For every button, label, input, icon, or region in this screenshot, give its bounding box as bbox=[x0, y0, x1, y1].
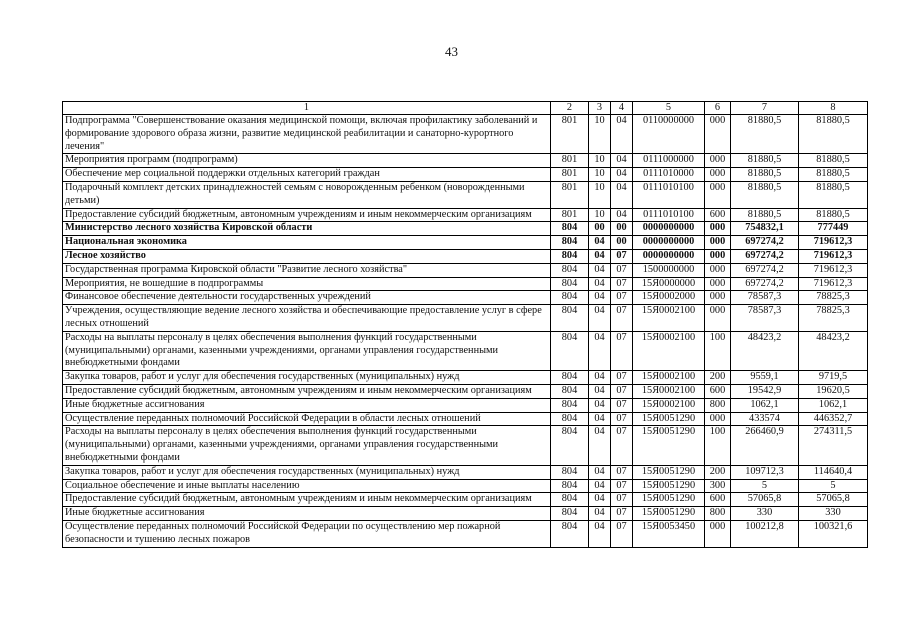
cell-admin-code: 804 bbox=[551, 291, 589, 305]
cell-admin-code: 804 bbox=[551, 479, 589, 493]
cell-subsection: 07 bbox=[611, 277, 633, 291]
cell-admin-code: 804 bbox=[551, 371, 589, 385]
cell-name: Государственная программа Кировской области "Развитие лесного хозяйства" bbox=[63, 263, 551, 277]
cell-expense-type: 100 bbox=[705, 426, 731, 465]
cell-name: Подарочный комплект детских принадлежностей семьям с новорожденным ребенком (новорожденными детьми) bbox=[63, 181, 551, 208]
cell-admin-code: 804 bbox=[551, 331, 589, 370]
header-col-6: 6 bbox=[705, 102, 731, 115]
table-row bbox=[63, 168, 868, 182]
cell-section: 04 bbox=[589, 507, 611, 521]
table-row bbox=[63, 236, 868, 250]
cell-amount-year2: 78825,3 bbox=[799, 305, 868, 332]
table-row bbox=[63, 507, 868, 521]
cell-subsection: 07 bbox=[611, 291, 633, 305]
cell-name: Подпрограмма "Совершенствование оказания медицинской помощи, включая профилактику заболеваний и формирование здорового образа жизни, развитие медицинской реабилитации и санаторно-курортного лечения" bbox=[63, 115, 551, 154]
cell-name: Лесное хозяйство bbox=[63, 249, 551, 263]
cell-subsection: 07 bbox=[611, 520, 633, 547]
cell-amount-year1: 697274,2 bbox=[731, 249, 799, 263]
cell-name: Мероприятия, не вошедшие в подпрограммы bbox=[63, 277, 551, 291]
cell-target-article: 15Я0051290 bbox=[633, 465, 705, 479]
cell-target-article: 0111010100 bbox=[633, 181, 705, 208]
table-row bbox=[63, 331, 868, 370]
table-row bbox=[63, 181, 868, 208]
cell-admin-code: 804 bbox=[551, 412, 589, 426]
cell-amount-year2: 9719,5 bbox=[799, 371, 868, 385]
cell-amount-year2: 78825,3 bbox=[799, 291, 868, 305]
cell-amount-year1: 81880,5 bbox=[731, 208, 799, 222]
cell-expense-type: 100 bbox=[705, 331, 731, 370]
cell-admin-code: 804 bbox=[551, 465, 589, 479]
cell-amount-year1: 48423,2 bbox=[731, 331, 799, 370]
header-col-2: 2 bbox=[551, 102, 589, 115]
cell-expense-type: 000 bbox=[705, 412, 731, 426]
cell-admin-code: 804 bbox=[551, 263, 589, 277]
cell-admin-code: 804 bbox=[551, 493, 589, 507]
cell-amount-year1: 100212,8 bbox=[731, 520, 799, 547]
cell-amount-year1: 1062,1 bbox=[731, 398, 799, 412]
header-col-7: 7 bbox=[731, 102, 799, 115]
cell-amount-year2: 81880,5 bbox=[799, 181, 868, 208]
cell-amount-year2: 57065,8 bbox=[799, 493, 868, 507]
cell-subsection: 04 bbox=[611, 154, 633, 168]
cell-subsection: 07 bbox=[611, 412, 633, 426]
table-row bbox=[63, 249, 868, 263]
cell-expense-type: 800 bbox=[705, 507, 731, 521]
header-col-1: 1 bbox=[63, 102, 551, 115]
page-number: 43 bbox=[445, 44, 458, 59]
cell-amount-year1: 78587,3 bbox=[731, 291, 799, 305]
table-row bbox=[63, 305, 868, 332]
cell-expense-type: 600 bbox=[705, 384, 731, 398]
cell-name: Мероприятия программ (подпрограмм) bbox=[63, 154, 551, 168]
cell-section: 04 bbox=[589, 305, 611, 332]
cell-name: Закупка товаров, работ и услуг для обеспечения государственных (муниципальных) нужд bbox=[63, 371, 551, 385]
cell-target-article: 0111010100 bbox=[633, 208, 705, 222]
cell-expense-type: 000 bbox=[705, 277, 731, 291]
table-row bbox=[63, 493, 868, 507]
cell-subsection: 04 bbox=[611, 181, 633, 208]
table-row bbox=[63, 398, 868, 412]
cell-name: Министерство лесного хозяйства Кировской области bbox=[63, 222, 551, 236]
cell-amount-year2: 1062,1 bbox=[799, 398, 868, 412]
table-row bbox=[63, 222, 868, 236]
cell-amount-year1: 81880,5 bbox=[731, 115, 799, 154]
cell-section: 04 bbox=[589, 426, 611, 465]
cell-name: Обеспечение мер социальной поддержки отдельных категорий граждан bbox=[63, 168, 551, 182]
cell-name: Социальное обеспечение и иные выплаты населению bbox=[63, 479, 551, 493]
cell-target-article: 15Я0002100 bbox=[633, 398, 705, 412]
cell-name: Расходы на выплаты персоналу в целях обеспечения выполнения функций государственными (муниципальными) органами, казенными учреждениями, органами управления государственными внебюджетными фондами bbox=[63, 331, 551, 370]
table-row bbox=[63, 384, 868, 398]
cell-admin-code: 801 bbox=[551, 154, 589, 168]
cell-amount-year1: 57065,8 bbox=[731, 493, 799, 507]
cell-section: 04 bbox=[589, 371, 611, 385]
cell-subsection: 04 bbox=[611, 168, 633, 182]
cell-amount-year2: 719612,3 bbox=[799, 236, 868, 250]
cell-admin-code: 801 bbox=[551, 168, 589, 182]
cell-subsection: 00 bbox=[611, 236, 633, 250]
cell-target-article: 15Я0051290 bbox=[633, 426, 705, 465]
cell-name: Закупка товаров, работ и услуг для обеспечения государственных (муниципальных) нужд bbox=[63, 465, 551, 479]
header-col-8: 8 bbox=[799, 102, 868, 115]
cell-section: 10 bbox=[589, 168, 611, 182]
cell-amount-year2: 330 bbox=[799, 507, 868, 521]
cell-section: 04 bbox=[589, 384, 611, 398]
table-row bbox=[63, 520, 868, 547]
cell-subsection: 07 bbox=[611, 507, 633, 521]
cell-subsection: 07 bbox=[611, 465, 633, 479]
cell-amount-year2: 81880,5 bbox=[799, 208, 868, 222]
cell-section: 04 bbox=[589, 465, 611, 479]
cell-amount-year1: 109712,3 bbox=[731, 465, 799, 479]
cell-target-article: 0000000000 bbox=[633, 249, 705, 263]
cell-subsection: 07 bbox=[611, 371, 633, 385]
table-row bbox=[63, 154, 868, 168]
cell-admin-code: 804 bbox=[551, 222, 589, 236]
header-col-5: 5 bbox=[633, 102, 705, 115]
cell-expense-type: 000 bbox=[705, 263, 731, 277]
cell-admin-code: 804 bbox=[551, 384, 589, 398]
cell-section: 10 bbox=[589, 154, 611, 168]
cell-admin-code: 804 bbox=[551, 277, 589, 291]
cell-subsection: 07 bbox=[611, 249, 633, 263]
cell-admin-code: 801 bbox=[551, 181, 589, 208]
cell-amount-year2: 19620,5 bbox=[799, 384, 868, 398]
budget-table bbox=[62, 101, 868, 548]
cell-admin-code: 801 bbox=[551, 208, 589, 222]
cell-subsection: 04 bbox=[611, 208, 633, 222]
cell-amount-year2: 100321,6 bbox=[799, 520, 868, 547]
cell-amount-year1: 697274,2 bbox=[731, 236, 799, 250]
cell-target-article: 0111010000 bbox=[633, 168, 705, 182]
cell-expense-type: 600 bbox=[705, 493, 731, 507]
cell-expense-type: 000 bbox=[705, 168, 731, 182]
cell-section: 04 bbox=[589, 331, 611, 370]
cell-amount-year2: 81880,5 bbox=[799, 154, 868, 168]
cell-name: Предоставление субсидий бюджетным, автономным учреждениям и иным некоммерческим организациям bbox=[63, 384, 551, 398]
cell-section: 04 bbox=[589, 277, 611, 291]
cell-target-article: 15Я0000000 bbox=[633, 277, 705, 291]
cell-section: 10 bbox=[589, 181, 611, 208]
cell-name: Осуществление переданных полномочий Российской Федерации по осуществлению мер пожарной безопасности и тушению лесных пожаров bbox=[63, 520, 551, 547]
cell-expense-type: 000 bbox=[705, 520, 731, 547]
cell-expense-type: 800 bbox=[705, 398, 731, 412]
cell-expense-type: 200 bbox=[705, 465, 731, 479]
cell-amount-year1: 81880,5 bbox=[731, 181, 799, 208]
cell-amount-year2: 48423,2 bbox=[799, 331, 868, 370]
header-col-4: 4 bbox=[611, 102, 633, 115]
cell-admin-code: 804 bbox=[551, 507, 589, 521]
cell-target-article: 15Я0002100 bbox=[633, 305, 705, 332]
cell-section: 10 bbox=[589, 115, 611, 154]
cell-target-article: 0000000000 bbox=[633, 222, 705, 236]
cell-amount-year2: 5 bbox=[799, 479, 868, 493]
cell-amount-year1: 78587,3 bbox=[731, 305, 799, 332]
table-row bbox=[63, 426, 868, 465]
cell-amount-year1: 433574 bbox=[731, 412, 799, 426]
cell-section: 04 bbox=[589, 291, 611, 305]
cell-amount-year2: 81880,5 bbox=[799, 115, 868, 154]
cell-subsection: 07 bbox=[611, 493, 633, 507]
cell-expense-type: 000 bbox=[705, 181, 731, 208]
cell-amount-year2: 719612,3 bbox=[799, 263, 868, 277]
table-row bbox=[63, 371, 868, 385]
cell-admin-code: 804 bbox=[551, 426, 589, 465]
cell-section: 04 bbox=[589, 412, 611, 426]
cell-admin-code: 804 bbox=[551, 305, 589, 332]
cell-section: 04 bbox=[589, 520, 611, 547]
cell-section: 04 bbox=[589, 263, 611, 277]
cell-amount-year1: 81880,5 bbox=[731, 168, 799, 182]
cell-amount-year1: 697274,2 bbox=[731, 263, 799, 277]
cell-admin-code: 804 bbox=[551, 520, 589, 547]
cell-target-article: 15Я0053450 bbox=[633, 520, 705, 547]
cell-section: 00 bbox=[589, 222, 611, 236]
cell-expense-type: 200 bbox=[705, 371, 731, 385]
cell-subsection: 07 bbox=[611, 263, 633, 277]
header-col-3: 3 bbox=[589, 102, 611, 115]
cell-amount-year2: 274311,5 bbox=[799, 426, 868, 465]
cell-amount-year2: 114640,4 bbox=[799, 465, 868, 479]
table-row bbox=[63, 277, 868, 291]
cell-amount-year2: 446352,7 bbox=[799, 412, 868, 426]
cell-target-article: 15Я0002100 bbox=[633, 331, 705, 370]
cell-name: Предоставление субсидий бюджетным, автономным учреждениям и иным некоммерческим организациям bbox=[63, 493, 551, 507]
cell-subsection: 04 bbox=[611, 115, 633, 154]
cell-amount-year2: 81880,5 bbox=[799, 168, 868, 182]
cell-subsection: 07 bbox=[611, 426, 633, 465]
cell-expense-type: 000 bbox=[705, 154, 731, 168]
table-header-row bbox=[63, 102, 868, 115]
cell-amount-year1: 19542,9 bbox=[731, 384, 799, 398]
cell-subsection: 07 bbox=[611, 398, 633, 412]
cell-section: 04 bbox=[589, 249, 611, 263]
cell-amount-year1: 697274,2 bbox=[731, 277, 799, 291]
cell-name: Национальная экономика bbox=[63, 236, 551, 250]
cell-subsection: 07 bbox=[611, 384, 633, 398]
cell-name: Предоставление субсидий бюджетным, автономным учреждениям и иным некоммерческим организациям bbox=[63, 208, 551, 222]
cell-target-article: 1500000000 bbox=[633, 263, 705, 277]
cell-admin-code: 804 bbox=[551, 398, 589, 412]
cell-name: Иные бюджетные ассигнования bbox=[63, 398, 551, 412]
cell-expense-type: 000 bbox=[705, 291, 731, 305]
cell-admin-code: 801 bbox=[551, 115, 589, 154]
cell-amount-year1: 330 bbox=[731, 507, 799, 521]
cell-target-article: 15Я0051290 bbox=[633, 493, 705, 507]
cell-admin-code: 804 bbox=[551, 249, 589, 263]
cell-name: Учреждения, осуществляющие ведение лесного хозяйства и обеспечивающие предоставление услуг в сфере лесных отношений bbox=[63, 305, 551, 332]
cell-target-article: 15Я0051290 bbox=[633, 479, 705, 493]
table-row bbox=[63, 412, 868, 426]
cell-expense-type: 000 bbox=[705, 305, 731, 332]
cell-subsection: 07 bbox=[611, 305, 633, 332]
cell-target-article: 15Я0002100 bbox=[633, 384, 705, 398]
cell-expense-type: 000 bbox=[705, 222, 731, 236]
cell-expense-type: 000 bbox=[705, 249, 731, 263]
cell-admin-code: 804 bbox=[551, 236, 589, 250]
cell-target-article: 15Я0051290 bbox=[633, 507, 705, 521]
cell-name: Расходы на выплаты персоналу в целях обеспечения выполнения функций государственными (муниципальными) органами, казенными учреждениями, органами управления государственными внебюджетными фондами bbox=[63, 426, 551, 465]
table-row bbox=[63, 115, 868, 154]
cell-amount-year1: 266460,9 bbox=[731, 426, 799, 465]
cell-section: 10 bbox=[589, 208, 611, 222]
cell-amount-year2: 719612,3 bbox=[799, 277, 868, 291]
cell-expense-type: 300 bbox=[705, 479, 731, 493]
cell-section: 04 bbox=[589, 398, 611, 412]
cell-section: 04 bbox=[589, 236, 611, 250]
cell-name: Иные бюджетные ассигнования bbox=[63, 507, 551, 521]
cell-amount-year1: 9559,1 bbox=[731, 371, 799, 385]
cell-amount-year1: 81880,5 bbox=[731, 154, 799, 168]
cell-target-article: 0000000000 bbox=[633, 236, 705, 250]
cell-amount-year2: 777449 bbox=[799, 222, 868, 236]
cell-target-article: 15Я0002000 bbox=[633, 291, 705, 305]
cell-target-article: 15Я0051290 bbox=[633, 412, 705, 426]
cell-amount-year1: 5 bbox=[731, 479, 799, 493]
cell-expense-type: 000 bbox=[705, 115, 731, 154]
table-row bbox=[63, 465, 868, 479]
table-row bbox=[63, 208, 868, 222]
cell-target-article: 15Я0002100 bbox=[633, 371, 705, 385]
cell-expense-type: 600 bbox=[705, 208, 731, 222]
cell-target-article: 0111000000 bbox=[633, 154, 705, 168]
cell-target-article: 0110000000 bbox=[633, 115, 705, 154]
cell-section: 04 bbox=[589, 479, 611, 493]
cell-name: Осуществление переданных полномочий Российской Федерации в области лесных отношений bbox=[63, 412, 551, 426]
cell-subsection: 00 bbox=[611, 222, 633, 236]
table-row bbox=[63, 263, 868, 277]
table-row bbox=[63, 479, 868, 493]
cell-amount-year1: 754832,1 bbox=[731, 222, 799, 236]
cell-subsection: 07 bbox=[611, 331, 633, 370]
cell-name: Финансовое обеспечение деятельности государственных учреждений bbox=[63, 291, 551, 305]
cell-amount-year2: 719612,3 bbox=[799, 249, 868, 263]
cell-section: 04 bbox=[589, 493, 611, 507]
cell-expense-type: 000 bbox=[705, 236, 731, 250]
cell-subsection: 07 bbox=[611, 479, 633, 493]
table-row bbox=[63, 291, 868, 305]
